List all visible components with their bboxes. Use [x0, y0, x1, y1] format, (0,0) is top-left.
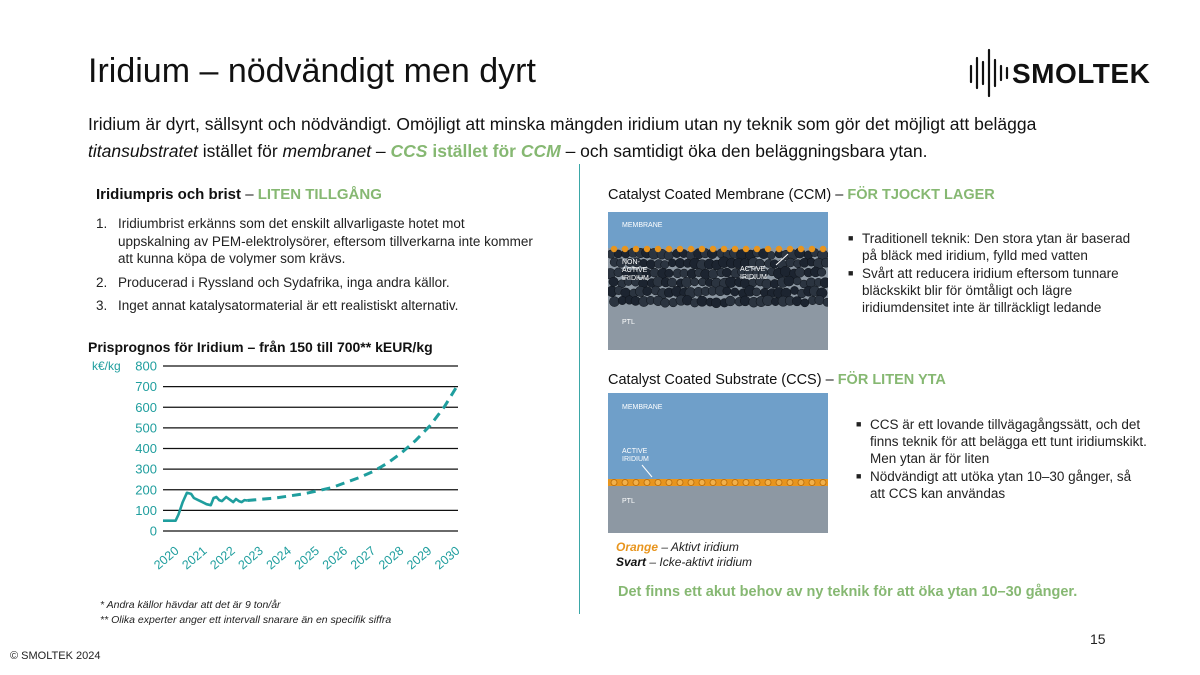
copyright: © SMOLTEK 2024: [10, 650, 101, 662]
nonactive-particle: [643, 287, 652, 296]
active-particle: [611, 480, 617, 486]
ccs-diagram: [608, 393, 828, 533]
legend-black: [616, 555, 752, 570]
intro-part: istället för: [427, 141, 521, 161]
y-tick-label: 300: [135, 461, 157, 477]
active-particle: [699, 480, 705, 486]
nonactive-particle: [665, 269, 673, 277]
active-particle: [809, 480, 815, 486]
historical-line: [163, 493, 247, 521]
ccs-heading: [608, 372, 946, 388]
active-particle: [776, 480, 782, 486]
active-particle: [820, 246, 826, 252]
intro-part: titansubstratet: [88, 141, 198, 161]
bullet-text: Traditionell teknik: Den stora ytan är baserad på bläck med iridium, fylld med vatten: [862, 231, 1131, 263]
bullet-item: [856, 468, 1148, 502]
list-text: Inget annat katalysatormaterial är ett realistiskt alternativ.: [118, 298, 459, 313]
nonactive-particle: [731, 288, 739, 296]
active-particle: [622, 246, 628, 252]
nonactive-particle: [723, 287, 731, 295]
active-particle: [798, 480, 804, 486]
x-tick-label: 2029: [404, 543, 435, 573]
active-particle: [787, 246, 793, 252]
heading-dash: –: [821, 372, 838, 388]
nonactive-particle: [786, 258, 795, 267]
logo-wordmark: SMOLTEK: [1012, 58, 1151, 89]
footnote: * Andra källor hävdar att det är 9 ton/år: [100, 599, 281, 611]
active-particle: [633, 246, 639, 252]
nonactive-particle: [697, 296, 707, 306]
active-particle: [655, 246, 661, 252]
active-particle: [732, 480, 738, 486]
active-particle: [765, 246, 771, 252]
ccs-iridium-layer: [608, 479, 828, 486]
active-particle: [710, 246, 716, 252]
ccs-bullets: [856, 416, 1148, 503]
active-particle: [820, 480, 826, 486]
intro-text: [88, 111, 1148, 165]
nonactive-particle: [661, 298, 670, 307]
legend-key: Svart: [616, 555, 647, 569]
bullet-item: [848, 265, 1148, 316]
intro-part: membranet: [282, 141, 372, 161]
x-tick-label: 2021: [179, 543, 210, 573]
nonactive-particle: [752, 288, 760, 296]
active-particle: [633, 480, 639, 486]
active-particle: [677, 246, 683, 252]
conclusion-text: Det finns ett akut behov av ny teknik för att öka ytan 10–30 gånger.: [618, 584, 1078, 600]
x-tick-label: 2030: [432, 543, 463, 573]
nonactive-particle: [661, 261, 669, 269]
nonactive-particle: [767, 251, 775, 259]
active-particle: [809, 246, 815, 252]
nonactive-particle: [784, 276, 794, 286]
y-tick-label: 800: [135, 358, 157, 374]
y-tick-label: 500: [135, 420, 157, 436]
active-particle: [732, 246, 738, 252]
y-tick-label: 0: [149, 523, 157, 539]
intro-ccs: CCS: [390, 141, 428, 161]
bullet-icon: ■: [856, 471, 862, 481]
ccm-membrane-label: MEMBRANE: [622, 222, 663, 229]
active-particle: [622, 480, 628, 486]
list-item: [96, 297, 536, 315]
ccm-nonactive-label-2: ACTIVE: [622, 267, 648, 274]
x-tick-label: 2020: [151, 543, 182, 573]
list-number: 2.: [96, 274, 108, 290]
legend-text: – Aktivt iridium: [658, 540, 739, 554]
ccm-nonactive-label-1: NON-: [622, 259, 640, 266]
ccs-ptl-label: PTL: [622, 498, 635, 505]
heading-dash: –: [241, 186, 258, 203]
x-tick-label: 2026: [319, 543, 351, 573]
active-particle: [666, 246, 672, 252]
list-text: Producerad i Ryssland och Sydafrika, inga andra källor.: [118, 274, 450, 290]
bullet-text: CCS är ett lovande tillvägagångssätt, och det finns teknik för att belägga ett tunt iridiumskikt. Men ytan är för liten: [870, 417, 1147, 466]
nonactive-particle: [609, 297, 619, 307]
active-particle: [710, 480, 716, 486]
heading-tag: LITEN TILLGÅNG: [257, 186, 382, 203]
active-particle: [611, 246, 617, 252]
active-particle: [798, 246, 804, 252]
bullet-icon: ■: [856, 419, 862, 429]
nonactive-particle: [725, 296, 735, 306]
active-particle: [688, 246, 694, 252]
active-particle: [644, 246, 650, 252]
nonactive-particle: [668, 278, 677, 287]
heading-dash: –: [831, 187, 848, 203]
footnote: ** Olika experter anger ett intervall snarare än en specifik siffra: [100, 614, 392, 626]
ccm-ptl-label: PTL: [622, 319, 635, 326]
intro-part: –: [371, 141, 391, 161]
list-text: Iridiumbrist erkänns som det enskilt allvarligaste hotet mot uppskalning av PEM-elektrolysörer, eftersom tillverkarna inte kommer att kunna köpa de volymer som krävs.: [118, 216, 533, 266]
nonactive-particle: [682, 277, 692, 287]
nonactive-particle: [708, 269, 717, 278]
footnotes: [100, 598, 391, 628]
nonactive-particle: [820, 278, 828, 288]
ccm-diagram: [608, 212, 828, 350]
ccs-title: Catalyst Coated Substrate (CCS): [608, 372, 822, 388]
page-title: Iridium – nödvändigt men dyrt: [88, 52, 536, 90]
ccs-active-label-1: ACTIVE: [622, 448, 648, 455]
active-particle: [787, 480, 793, 486]
legend-key: Orange: [616, 540, 659, 554]
bullet-icon: ■: [848, 268, 854, 278]
active-particle: [754, 480, 760, 486]
chart-title: Prisprognos för Iridium – från 150 till 700** kEUR/kg: [88, 339, 433, 355]
ccm-nonactive-label-3: IRIDIUM: [622, 275, 649, 282]
active-particle: [699, 246, 705, 252]
nonactive-particle: [795, 268, 805, 278]
nonactive-particle: [646, 260, 655, 269]
intro-part: – och samtidigt öka den beläggningsbara ytan.: [560, 141, 928, 161]
y-tick-label: 100: [135, 502, 157, 518]
nonactive-particle: [691, 278, 699, 286]
ccs-tag: FÖR LITEN YTA: [837, 372, 946, 388]
x-tick-label: 2027: [347, 543, 379, 573]
ccm-active-label-2: IRIDIUM: [740, 274, 767, 281]
color-legend: [616, 540, 752, 570]
list-number: 3.: [96, 298, 108, 313]
nonactive-particle: [792, 297, 801, 306]
active-particle: [743, 246, 749, 252]
nonactive-particle: [801, 299, 809, 307]
ccs-active-label-2: IRIDIUM: [622, 456, 649, 463]
nonactive-particle: [722, 268, 731, 277]
y-tick-label: 700: [135, 379, 157, 395]
ccm-active-label-1: ACTIVE: [740, 266, 766, 273]
x-tick-label: 2028: [376, 543, 407, 573]
forecast-line: [247, 385, 458, 501]
intro-part: istället för: [197, 141, 283, 161]
list-item: [96, 215, 536, 268]
ccm-bullets: [848, 230, 1148, 317]
page-number: 15: [1090, 631, 1106, 647]
intro-part: Iridium är dyrt, sällsynt och nödvändigt. Omöjligt att minska mängden iridium utan ny teknik som gör det möjligt att belägga: [88, 114, 1037, 134]
bullet-item: [848, 230, 1148, 264]
x-tick-label: 2022: [207, 543, 238, 573]
active-particle: [666, 480, 672, 486]
active-particle: [677, 480, 683, 486]
nonactive-particle: [821, 258, 828, 267]
list-item: [96, 274, 536, 292]
iridium-price-chart: [88, 356, 468, 586]
nonactive-particle: [815, 295, 824, 304]
bullet-text: Nödvändigt att utöka ytan 10–30 gånger, så att CCS kan användas: [870, 469, 1132, 501]
ccm-heading: [608, 187, 995, 203]
ccm-title: Catalyst Coated Membrane (CCM): [608, 187, 832, 203]
bullet-text: Svårt att reducera iridium eftersom tunnare bläckskikt blir för ömtåligt och lägre iridiumdensitet inte är tillräckligt ledande: [862, 266, 1119, 315]
heading-text: Iridiumpris och brist: [96, 186, 242, 203]
nonactive-particle: [711, 298, 721, 308]
intro-ccm: CCM: [520, 141, 561, 161]
nonactive-particle: [818, 268, 826, 276]
active-particle: [776, 246, 782, 252]
active-particle: [655, 480, 661, 486]
y-tick-label: 600: [135, 399, 157, 415]
x-tick-label: 2025: [291, 543, 323, 573]
y-tick-label: 200: [135, 482, 157, 498]
bullet-item: [856, 416, 1148, 467]
bullet-icon: ■: [848, 233, 854, 243]
active-particle: [754, 246, 760, 252]
x-tick-label: 2023: [235, 543, 266, 573]
iridium-price-heading: [96, 186, 382, 203]
column-divider: [579, 164, 580, 614]
active-particle: [721, 246, 727, 252]
active-particle: [765, 480, 771, 486]
active-particle: [721, 480, 727, 486]
shortage-list: [96, 215, 536, 321]
ccm-tag: FÖR TJOCKT LAGER: [847, 187, 995, 203]
legend-orange: [616, 540, 752, 555]
active-particle: [644, 480, 650, 486]
list-number: 1.: [96, 216, 108, 231]
nonactive-particle: [780, 266, 791, 277]
x-tick-label: 2024: [263, 543, 294, 573]
nonactive-particle: [609, 277, 618, 286]
y-axis-label: k€/kg: [92, 359, 121, 373]
active-particle: [688, 480, 694, 486]
ccs-membrane-label: MEMBRANE: [622, 404, 663, 411]
legend-text: – Icke-aktivt iridium: [646, 555, 753, 569]
y-tick-label: 400: [135, 441, 157, 456]
active-particle: [743, 480, 749, 486]
